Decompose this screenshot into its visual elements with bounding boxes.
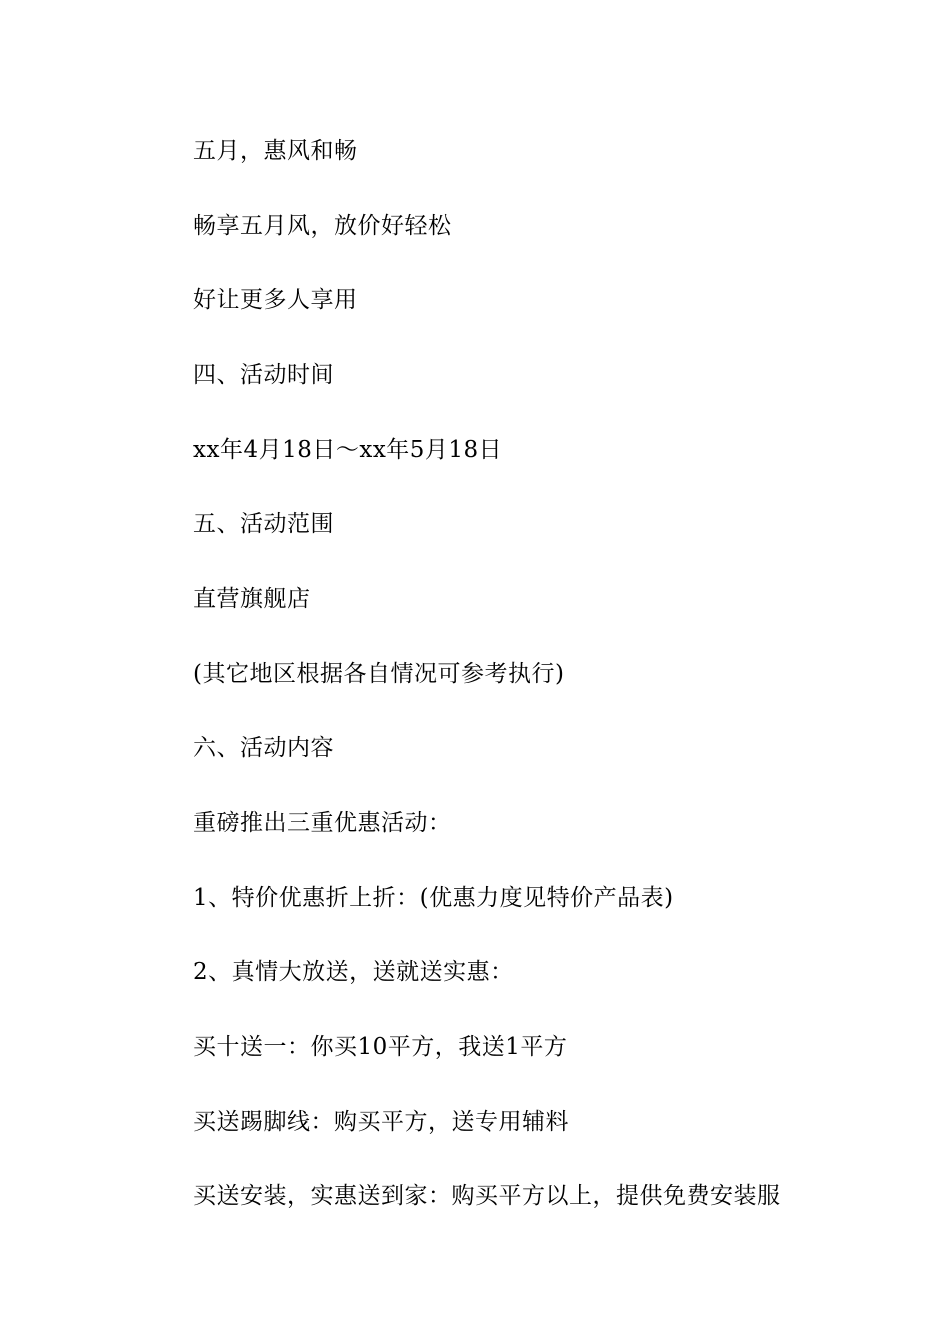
offer-detail-buy-ten: 买十送一：你买10平方，我送1平方 [193, 1034, 568, 1060]
offer-detail-skirting: 买送踢脚线：购买平方，送专用辅料 [193, 1109, 569, 1135]
section-heading-content: 六、活动内容 [193, 735, 334, 761]
offer-item-2: 2、真情大放送，送就送实惠： [193, 959, 514, 985]
offer-detail-install: 买送安装，实惠送到家：购买平方以上，提供免费安装服 [193, 1183, 781, 1209]
scope-stores: 直营旗舰店 [193, 586, 311, 612]
slogan-line-2: 畅享五月风，放价好轻松 [193, 213, 452, 239]
section-heading-time: 四、活动时间 [193, 362, 334, 388]
section-heading-scope: 五、活动范围 [193, 511, 334, 537]
offer-item-1: 1、特价优惠折上折：(优惠力度见特价产品表) [193, 885, 674, 911]
slogan-line-3: 好让更多人享用 [193, 287, 358, 313]
content-intro: 重磅推出三重优惠活动： [193, 810, 452, 836]
scope-note: (其它地区根据各自情况可参考执行) [193, 661, 565, 687]
activity-dates: xx年4月18日～xx年5月18日 [193, 437, 503, 463]
slogan-line-1: 五月，惠风和畅 [193, 138, 358, 164]
